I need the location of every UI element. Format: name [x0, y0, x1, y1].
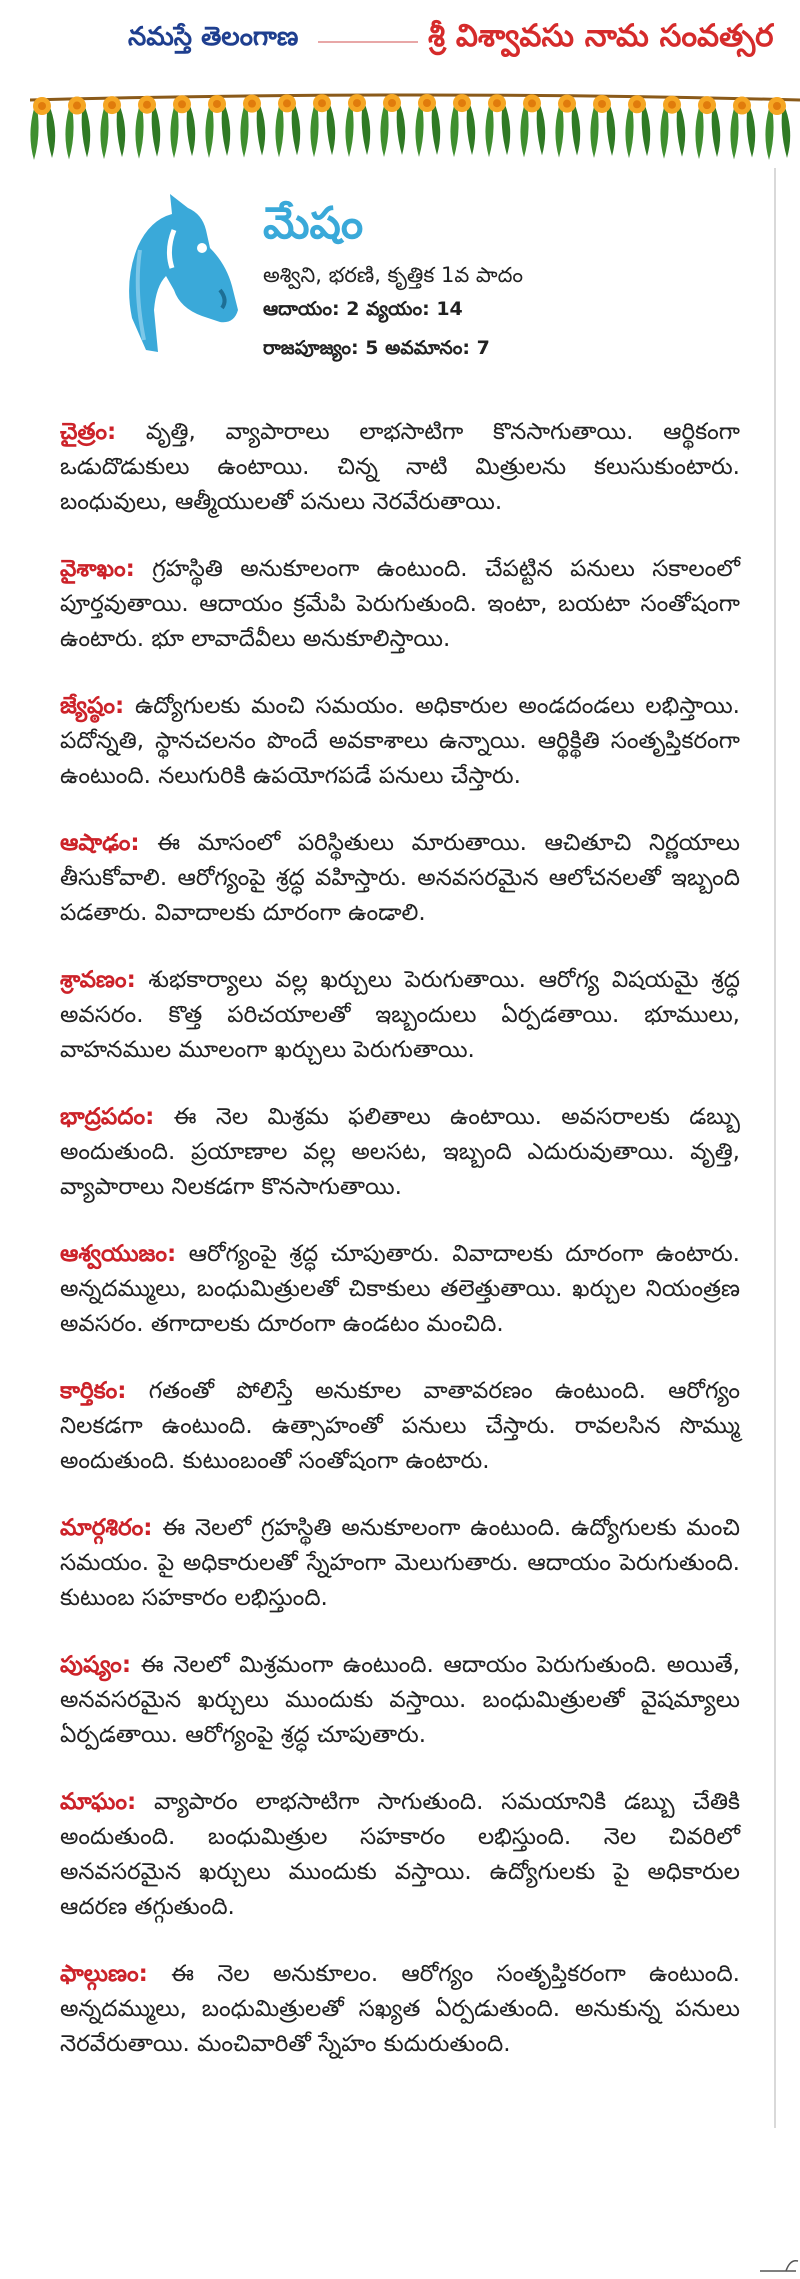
month-name: ఆశ్వయుజం:	[60, 1241, 177, 1267]
month-paragraph	[60, 552, 740, 657]
marigold-core-icon	[703, 101, 711, 109]
ram-icon	[110, 190, 250, 360]
marigold-core-icon	[248, 100, 256, 108]
marigold-core-icon	[73, 102, 81, 110]
month-text: ఈ నెలలో మిశ్రమంగా ఉంటుంది. ఆదాయం పెరుగుతుంది. అయితే, అనవసరమైన ఖర్చులు ముందుకు వస్తాయి. బంధుమిత్రులతో వైషమ్యాలు ఏర్పడతాయి. ఆరోగ్యంపై శ్రద్ధ చూపుతారు.	[60, 1652, 740, 1748]
honor-dishonor-line: రాజపూజ్యం: 5 అవమానం: 7	[263, 337, 490, 359]
marigold-core-icon	[318, 99, 326, 107]
marigold-garland-icon	[30, 88, 800, 176]
month-text: ఈ నెల అనుకూలం. ఆరోగ్యం సంతృప్తికరంగా ఉంటుంది. అన్నదమ్ములు, బంధుమిత్రులతో సఖ్యత ఏర్పడుతుంది. అనుకున్న పనులు నెరవేరుతాయి. మంచివారితో స్నేహం కుదురుతుంది.	[60, 1961, 740, 2057]
marigold-core-icon	[108, 101, 116, 109]
marigold-core-icon	[353, 99, 361, 107]
column-rule	[774, 168, 776, 2128]
month-paragraph	[60, 1511, 740, 1616]
monthly-predictions	[60, 415, 740, 2094]
month-paragraph	[60, 1648, 740, 1753]
month-paragraph	[60, 1237, 740, 1342]
month-paragraph	[60, 963, 740, 1068]
month-text: ఈ నెలలో గ్రహస్థితి అనుకూలంగా ఉంటుంది. ఉద్యోగులకు మంచి సమయం. పై అధికారులతో స్నేహంగా మెలుగుతారు. ఆదాయం పెరుగుతుంది. కుటుంబ సహకారం లభిస్తుంది.	[60, 1515, 740, 1611]
month-paragraph	[60, 415, 740, 520]
nakshatra-line: అశ్విని, భరణి, కృత్తిక 1వ పాదం	[263, 263, 524, 287]
marigold-core-icon	[493, 99, 501, 107]
marigold-core-icon	[178, 100, 186, 108]
marigold-core-icon	[633, 100, 641, 108]
month-name: ఫాల్గుణం:	[60, 1961, 148, 1987]
month-text: ఉద్యోగులకు మంచి సమయం. అధికారుల అండదండలు లభిస్తాయి. పదోన్నతి, స్థానచలనం పొందే అవకాశాలు ఉన్నాయి. ఆర్థిక్థితి సంతృప్తికరంగా ఉంటుంది. నలుగురికి ఉపయోగపడే పనులు చేస్తారు.	[60, 693, 740, 789]
sign-header	[110, 190, 750, 380]
month-name: పుష్యం:	[60, 1652, 132, 1678]
marigold-core-icon	[143, 101, 151, 109]
month-paragraph	[60, 1957, 740, 2062]
brand-name: నమస్తే తెలంగాణ	[128, 22, 299, 52]
month-paragraph	[60, 1785, 740, 1925]
marigold-core-icon	[528, 99, 536, 107]
month-name: భాద్రపదం:	[60, 1104, 155, 1130]
month-text: ఈ మాసంలో పరిస్థితులు మారుతాయి. ఆచితూచి నిర్ణయాలు తీసుకోవాలి. ఆరోగ్యంపై శ్రద్ధ వహిస్తారు. అనవసరమైన ఆలోచనలతో ఇబ్బంది పడతారు. వివాదాలకు దూరంగా ఉండాలి.	[60, 830, 740, 926]
header-divider	[318, 41, 418, 43]
month-text: ఈ నెల మిశ్రమ ఫలితాలు ఉంటాయి. అవసరాలకు డబ్బు అందుతుంది. ప్రయాణాల వల్ల అలసట, ఇబ్బంది ఎదురువుతాయి. వృత్తి, వ్యాపారాలు నిలకడగా కొనసాగుతాయి.	[60, 1104, 740, 1200]
year-title: శ్రీ విశ్వావసు నామ సంవత్సర	[428, 18, 774, 54]
month-name: ఆషాఢం:	[60, 830, 140, 856]
marigold-core-icon	[668, 101, 676, 109]
month-text: గ్రహస్థితి అనుకూలంగా ఉంటుంది. చేపట్టిన పనులు సకాలంలో పూర్తవుతాయి. ఆదాయం క్రమేపి పెరుగుతుంది. ఇంటా, బయటా సంతోషంగా ఉంటారు. భూ లావాదేవీలు అనుకూలిస్తాయి.	[60, 556, 740, 652]
page-corner-mark-icon	[756, 2255, 800, 2275]
month-name: శ్రావణం:	[60, 967, 136, 993]
sign-title: మేషం	[263, 198, 364, 249]
month-name: వైశాఖం:	[60, 556, 135, 582]
marigold-core-icon	[423, 99, 431, 107]
month-paragraph	[60, 826, 740, 931]
marigold-core-icon	[738, 102, 746, 110]
month-name: మార్గశిరం:	[60, 1515, 153, 1541]
month-name: మాఘం:	[60, 1789, 137, 1815]
month-text: ఆరోగ్యంపై శ్రద్ధ చూపుతారు. వివాదాలకు దూరంగా ఉంటారు. అన్నదమ్ములు, బంధుమిత్రులతో చికాకులు తలెత్తుతాయి. ఖర్చుల నియంత్రణ అవసరం. తగాదాలకు దూరంగా ఉండటం మంచిది.	[60, 1241, 740, 1337]
month-name: చైత్రం:	[60, 419, 117, 445]
month-paragraph	[60, 1100, 740, 1205]
income-expense-line: ఆదాయం: 2 వ్యయం: 14	[263, 298, 463, 320]
marigold-core-icon	[563, 100, 571, 108]
page-header	[0, 0, 800, 80]
month-name: జ్యేష్ఠం:	[60, 693, 125, 719]
month-text: గతంతో పోలిస్తే అనుకూల వాతావరణం ఉంటుంది. ఆరోగ్యం నిలకడగా ఉంటుంది. ఉత్సాహంతో పనులు చేస్తారు. రావలసిన సొమ్ము అందుతుంది. కుటుంబంతో సంతోషంగా ఉంటారు.	[60, 1378, 740, 1474]
marigold-core-icon	[458, 99, 466, 107]
marigold-core-icon	[38, 102, 46, 110]
month-text: వ్యాపారం లాభసాటిగా సాగుతుంది. సమయానికి డబ్బు చేతికి అందుతుంది. బంధుమిత్రుల సహకారం లభిస్తుంది. నెల చివరిలో అనవసరమైన ఖర్చులు ముందుకు వస్తాయి. ఉద్యోగులకు పై అధికారుల ఆదరణ తగ్గుతుంది.	[60, 1789, 740, 1920]
marigold-core-icon	[598, 100, 606, 108]
month-text: వృత్తి, వ్యాపారాలు లాభసాటిగా కొనసాగుతాయి. ఆర్థికంగా ఒడుదొడుకులు ఉంటాయి. చిన్న నాటి మిత్రులను కలుసుకుంటారు. బంధువులు, ఆత్మీయులతో పనులు నెరవేరుతాయి.	[60, 419, 740, 515]
month-paragraph	[60, 689, 740, 794]
month-paragraph	[60, 1374, 740, 1479]
marigold-core-icon	[213, 100, 221, 108]
month-text: శుభకార్యాలు వల్ల ఖర్చులు పెరుగుతాయి. ఆరోగ్య విషయమై శ్రద్ధ అవసరం. కొత్త పరిచయాలతో ఇబ్బందులు ఏర్పడతాయి. భూములు, వాహనముల మూలంగా ఖర్చులు పెరుగుతాయి.	[60, 967, 740, 1063]
marigold-core-icon	[283, 99, 291, 107]
marigold-core-icon	[773, 102, 781, 110]
month-name: కార్తికం:	[60, 1378, 127, 1404]
marigold-core-icon	[388, 99, 396, 107]
